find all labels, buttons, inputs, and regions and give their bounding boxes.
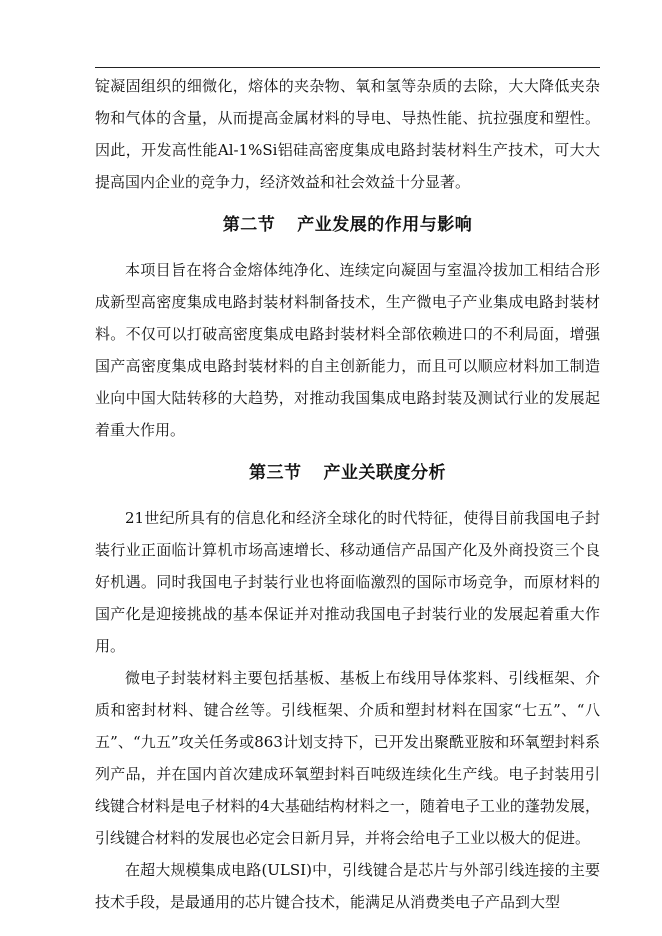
- section-3-title: 产业关联度分析: [323, 463, 446, 483]
- continued-paragraph: 锭凝固组织的细微化，熔体的夹杂物、氧和氢等杂质的去除，大大降低夹杂物和气体的含量，从而提高金属材料的导电、导热性能、抗拉强度和塑性。因此，开发高性能Al-1%Si铝硅高密度集成电路封装材料生产技术，可大大提高国内企业的竞争力，经济效益和社会效益十分显著。: [95, 77, 600, 191]
- section-3-paragraph-2: 微电子封装材料主要包括基板、基板上布线用导体浆料、引线框架、介质和密封材料、键合丝等。引线框架、介质和塑封材料在国家“七五”、“八五”、“九五”攻关任务或863计划支持下，已开发出聚酰亚胺和环氧塑封料系列产品，并在国内首次建成环氧塑封料百吨级连续化生产线。电子封装用引线键合材料是电子材料的4大基础结构材料之一，随着电子工业的蓬勃发展，引线键合材料的发展也必定会日新月异，并将会给电子工业以极大的促进。: [95, 669, 600, 847]
- section-heading-3: [95, 446, 600, 502]
- section-3-paragraph-1: 21世纪所具有的信息化和经济全球化的时代特征，使得目前我国电子封装行业正面临计算机市场高速增长、移动通信产品国产化及外商投资三个良好机遇。同时我国电子封装行业也将面临激烈的国际市场竞争，而原材料的国产化是迎接挑战的基本保证并对推动我国电子封装行业的发展起着重大作用。: [95, 509, 600, 655]
- section-2-number: 第二节: [222, 215, 276, 235]
- section-3-paragraph-3: 在超大规模集成电路(ULSI)中，引线键合是芯片与外部引线连接的主要技术手段，是最通用的芯片键合技术，能满足从消费类电子产品到大型: [95, 861, 600, 911]
- document-body: [95, 70, 600, 918]
- section-3-number: 第三节: [249, 463, 302, 483]
- section-2-title: 产业发展的作用与影响: [297, 215, 473, 235]
- header-rule: [95, 67, 600, 68]
- section-2-paragraph: 本项目旨在将合金熔体纯净化、连续定向凝固与室温冷拔加工相结合形成新型高密度集成电路封装材料制备技术，生产微电子产业集成电路封装材料。不仅可以打破高密度集成电路封装材料全部依赖进口的不利局面，增强国产高密度集成电路封装材料的自主创新能力，而且可以顺应材料加工制造业向中国大陆转移的大趋势，对推动我国集成电路封装及测试行业的发展起着重大作用。: [95, 261, 600, 439]
- section-heading-2: [95, 198, 600, 254]
